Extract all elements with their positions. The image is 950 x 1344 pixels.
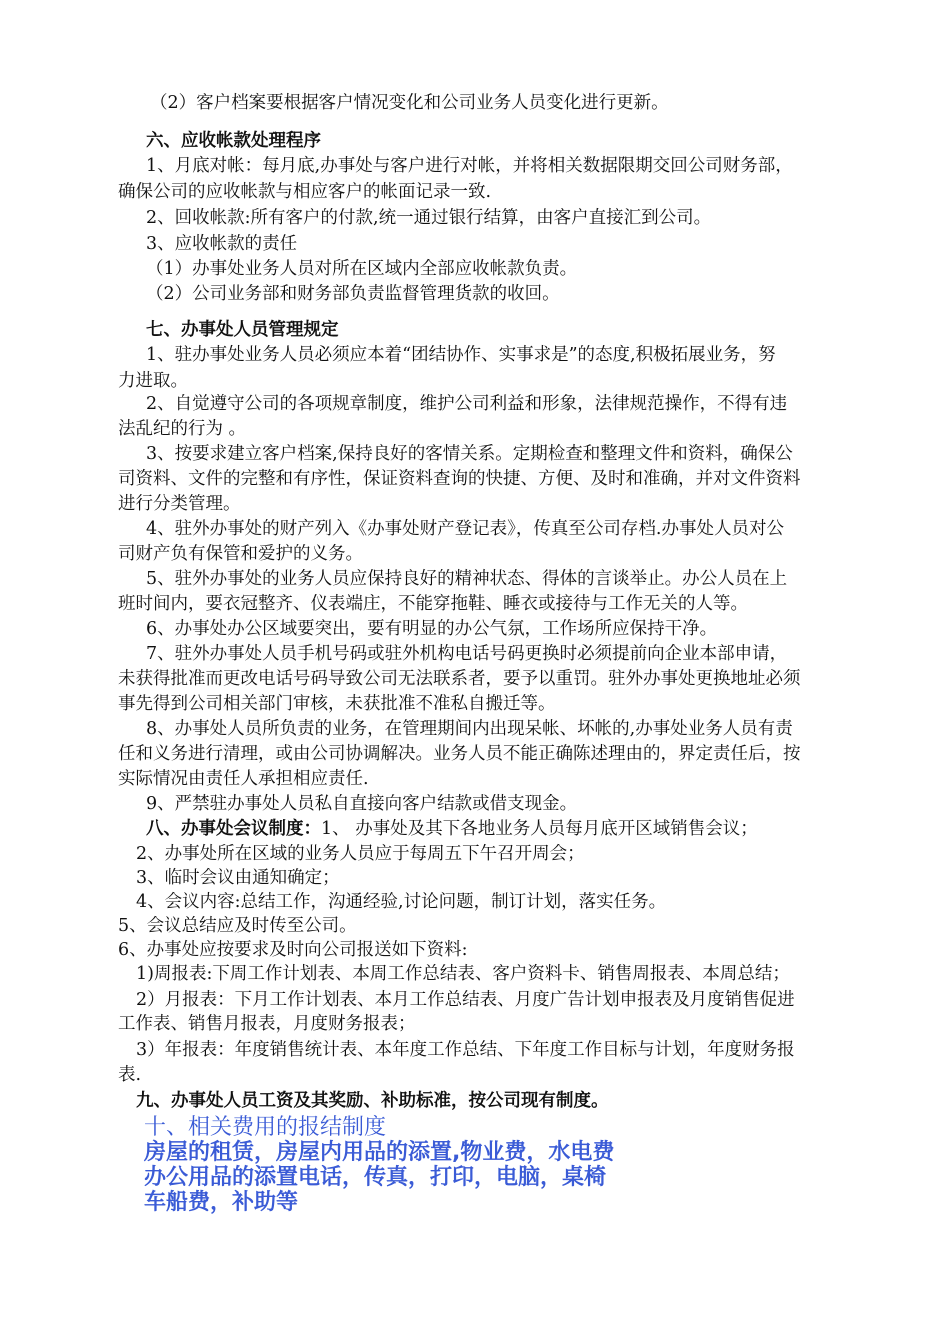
text-line: 3、应收帐款的责任 bbox=[146, 234, 298, 254]
text-line: 1、月底对帐：每月底,办事处与客户进行对帐，并将相关数据限期交回公司财务部， bbox=[146, 156, 793, 176]
text-line: 班时间内，要衣冠整齐、仪表端庄，不能穿拖鞋、睡衣或接待与工作无关的人等。 bbox=[118, 594, 748, 614]
text-line: 8、办事处人员所负责的业务，在管理期间内出现呆帐、坏帐的,办事处业务人员有责 bbox=[146, 719, 793, 739]
text-line: 确保公司的应收帐款与相应客户的帐面记录一致. bbox=[118, 182, 492, 202]
text-line: 4、会议内容:总结工作，沟通经验,讨论问题，制订计划，落实任务。 bbox=[136, 892, 667, 912]
section-heading-7: 七、办事处人员管理规定 bbox=[146, 320, 339, 340]
expense-line: 车船费，补助等 bbox=[144, 1190, 299, 1215]
text-line: 3）年报表：年度销售统计表、本年度工作总结、下年度工作目标与计划，年度财务报 bbox=[136, 1040, 795, 1060]
text-line: 事先得到公司相关部门审核，未获批准不准私自搬迁等。 bbox=[118, 694, 556, 714]
text-line: 表. bbox=[118, 1065, 142, 1085]
text-line: 7、驻外办事处人员手机号码或驻外机构电话号码更换时必须提前向企业本部申请， bbox=[146, 644, 788, 664]
text-line: 2、回收帐款:所有客户的付款,统一通过银行结算，由客户直接汇到公司。 bbox=[146, 208, 712, 228]
text-line: 3、临时会议由通知确定； bbox=[136, 868, 340, 888]
text-line: 5、会议总结应及时传至公司。 bbox=[118, 916, 357, 936]
text-line: 法乱纪的行为 。 bbox=[118, 419, 247, 439]
text-line: 5、驻外办事处的业务人员应保持良好的精神状态、得体的言谈举止。办公人员在上 bbox=[146, 569, 788, 589]
expense-line: 办公用品的添置电话，传真，打印，电脑，桌椅 bbox=[144, 1165, 607, 1190]
text-line: （2）客户档案要根据客户情况变化和公司业务人员变化进行更新。 bbox=[150, 93, 669, 113]
section-8-line bbox=[146, 817, 758, 841]
text-line: 6、办事处办公区域要突出，要有明显的办公气氛，工作场所应保持干净。 bbox=[146, 619, 718, 639]
text-line: 司资料、文件的完整和有序性，保证资料查询的快捷、方便、及时和准确，并对文件资料 bbox=[118, 469, 801, 489]
text-line: （2）公司业务部和财务部负责监督管理货款的收回。 bbox=[146, 284, 560, 304]
text-line: 任和义务进行清理，或由公司协调解决。业务人员不能正确陈述理由的，界定责任后，按 bbox=[118, 744, 801, 764]
expense-line: 房屋的租赁，房屋内用品的添置,物业费，水电费 bbox=[144, 1140, 615, 1165]
section-heading-8: 八、办事处会议制度： bbox=[146, 819, 321, 839]
text-line: 力进取。 bbox=[118, 371, 188, 391]
text-line: 2、自觉遵守公司的各项规章制度，维护公司利益和形象，法律规范操作，不得有违 bbox=[146, 394, 788, 414]
text-line: 未获得批准而更改电话号码导致公司无法联系者，要予以重罚。驻外办事处更换地址必须 bbox=[118, 669, 801, 689]
section-heading-10: 十、相关费用的报结制度 bbox=[144, 1115, 387, 1140]
text-line: 2、办事处所在区域的业务人员应于每周五下午召开周会； bbox=[136, 844, 585, 864]
text-line: 司财产负有保管和爱护的义务。 bbox=[118, 544, 363, 564]
section-heading-9: 九、办事处人员工资及其奖励、补助标准，按公司现有制度。 bbox=[136, 1091, 609, 1111]
text-line: 9、严禁驻办事处人员私自直接向客户结款或借支现金。 bbox=[146, 794, 578, 814]
text-line: 工作表、销售月报表，月度财务报表； bbox=[118, 1014, 416, 1034]
text-line: 4、驻外办事处的财产列入《办事处财产登记表》，传真至公司存档.办事处人员对公 bbox=[146, 519, 784, 539]
text-line: （1）办事处业务人员对所在区域内全部应收帐款负责。 bbox=[146, 259, 578, 279]
text-line: 1、 办事处及其下各地业务人员每月底开区域销售会议； bbox=[321, 819, 758, 839]
text-line: 2）月报表：下月工作计划表、本月工作总结表、月度广告计划申报表及月度销售促进 bbox=[136, 990, 795, 1010]
text-line: 6、办事处应按要求及时向公司报送如下资料: bbox=[118, 940, 468, 960]
text-line: 进行分类管理。 bbox=[118, 494, 241, 514]
text-line: 3、按要求建立客户档案,保持良好的客情关系。定期检查和整理文件和资料，确保公 bbox=[146, 444, 793, 464]
text-line: 1、驻办事处业务人员必须应本着“团结协作、实事求是”的态度,积极拓展业务，努 bbox=[146, 345, 776, 365]
section-heading-6: 六、应收帐款处理程序 bbox=[146, 131, 321, 151]
text-line: 实际情况由责任人承担相应责任. bbox=[118, 769, 369, 789]
text-line: 1)周报表:下周工作计划表、本周工作总结表、客户资料卡、销售周报表、本周总结； bbox=[136, 964, 790, 984]
